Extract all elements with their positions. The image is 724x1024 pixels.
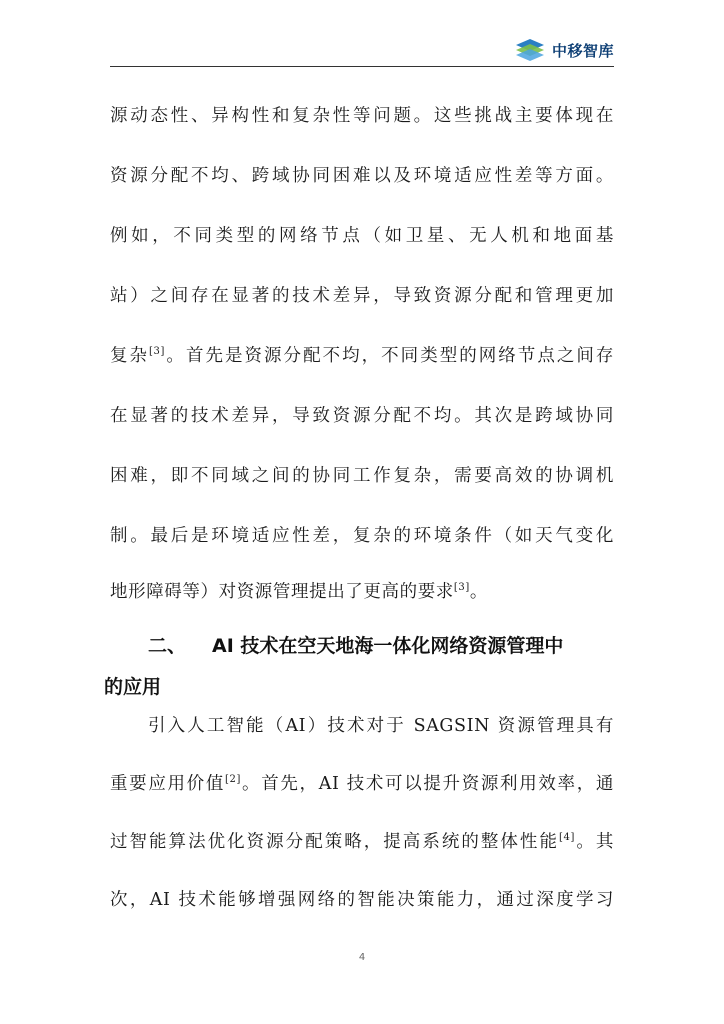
logo bbox=[512, 36, 614, 64]
text-run: 。 bbox=[469, 582, 488, 602]
citation: [3] bbox=[149, 346, 166, 357]
page-number: 4 bbox=[358, 952, 366, 963]
body-text-line: 源动态性、异构性和复杂性等问题。这些挑战主要体现在 bbox=[110, 106, 614, 126]
text-run: 。其 bbox=[574, 832, 614, 852]
text-run: 重要应用价值 bbox=[110, 774, 226, 794]
citation: [3] bbox=[453, 582, 470, 593]
text-run: 地形障碍等）对资源管理提出了更高的要求 bbox=[110, 582, 454, 602]
text-run: 复杂 bbox=[110, 346, 150, 366]
body-text-line bbox=[110, 772, 614, 796]
body-text-line: 引入人工智能（AI）技术对于 SAGSIN 资源管理具有 bbox=[148, 716, 614, 736]
body-text-line: 制。最后是环境适应性差，复杂的环境条件（如天气变化 bbox=[110, 526, 614, 546]
text-run: 。首先是资源分配不均，不同类型的网络节点之间存 bbox=[165, 346, 614, 366]
section-heading-continued: 的应用 bbox=[104, 676, 162, 698]
stacked-layers-logo-icon bbox=[512, 37, 548, 63]
body-text-line: 站）之间存在显著的技术差异，导致资源分配和管理更加 bbox=[110, 286, 614, 306]
logo-text: 中移智库 bbox=[551, 41, 614, 60]
text-run: 过智能算法优化资源分配策略，提高系统的整体性能 bbox=[110, 832, 559, 852]
body-text-line bbox=[110, 830, 614, 854]
body-text-line: 困难，即不同域之间的协同工作复杂，需要高效的协调机 bbox=[110, 466, 614, 486]
section-heading: AI 技术在空天地海一体化网络资源管理中 bbox=[212, 635, 564, 657]
body-text-line bbox=[110, 344, 614, 368]
header-divider bbox=[110, 66, 614, 67]
body-text-line: 次，AI 技术能够增强网络的智能决策能力，通过深度学习 bbox=[110, 890, 614, 910]
text-run: 。首先，AI 技术可以提升资源利用效率，通 bbox=[240, 774, 614, 794]
section-number: 二、 bbox=[148, 635, 187, 657]
body-text-line bbox=[110, 580, 614, 604]
body-text-line: 资源分配不均、跨域协同困难以及环境适应性差等方面。 bbox=[110, 166, 614, 186]
body-text-line: 例如，不同类型的网络节点（如卫星、无人机和地面基 bbox=[110, 226, 614, 246]
page-header bbox=[110, 36, 614, 66]
citation: [4] bbox=[558, 832, 575, 843]
citation: [2] bbox=[225, 774, 241, 785]
body-text-line: 在显著的技术差异，导致资源分配不均。其次是跨域协同 bbox=[110, 406, 614, 426]
